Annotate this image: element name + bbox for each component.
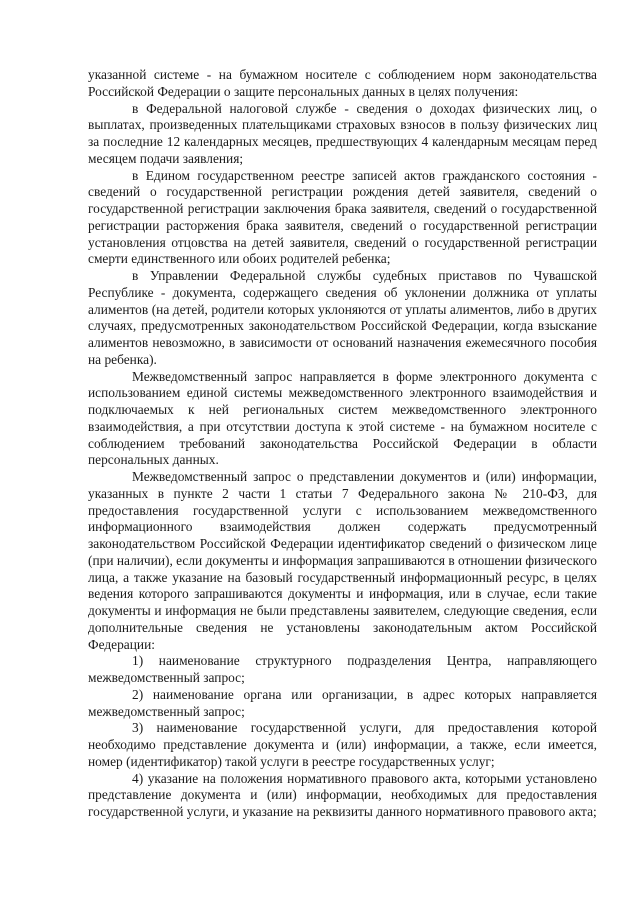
paragraph-intro: указанной системе - на бумажном носителе с соблюдением норм законодательства Российской Федерации о защите персональных данных в целях получения:: [88, 67, 597, 99]
list-item-1: 1) наименование структурного подразделения Центра, направляющего межведомственный запрос;: [88, 653, 597, 685]
list-item-2: 2) наименование органа или организации, в адрес которых направляется межведомственный запрос;: [88, 686, 597, 719]
paragraph-request-content: Межведомственный запрос о представлении документов и (или) информации, указанных в пункте 2 части 1 статьи 7 Федерального закона № 210-ФЗ, для предоставления государственной услуги с использованием межведомственного информационного взаимодействия должен содержать предусмотренный законодательством Российской Федерации идентификатор сведений о физическом лице (при наличии), если документы и информация запрашиваются в отношении физического лица, а также указание на базовый государственный информационный ресурс, в целях ведения которого запрашиваются документы и информация, или в случае, если такие документы и информация не были представлены заявителем, следующие сведения, если дополнительные сведения не установлены законодательным актом Российской Федерации:: [88, 469, 597, 652]
list-item-4: 4) указание на положения нормативного правового акта, которыми установлено представление документа и (или) информации, необходимых для предоставления государственной услуги, и указание на реквизиты данного нормативного правового акта;: [88, 770, 597, 819]
list-item-3: 3) наименование государственной услуги, для предоставления которой необходимо представление документа и (или) информации, а также, если имеется, номер (идентификатор) такой услуги в реестре государственных услуг;: [88, 720, 597, 769]
paragraph-tax-service: в Федеральной налоговой службе - сведения о доходах физических лиц, о выплатах, произведенных плательщиками страховых взносов в пользу физических лиц за последние 12 календарных месяцев, предшествующих 4 календарным месяцам перед месяцем подачи заявления;: [88, 100, 597, 166]
paragraph-civil-registry: в Едином государственном реестре записей актов гражданского состояния - сведений о государственной регистрации рождения детей заявителя, сведений о государственной регистрации заключения брака заявителя, сведений о государственной регистрации расторжения брака заявителя, сведений о государственной регистрации установления отцовства на детей заявителя, сведений о государственной регистрации смерти единственного или обоих родителей ребенка;: [88, 167, 597, 267]
paragraph-request-form: Межведомственный запрос направляется в форме электронного документа с использованием единой системы межведомственного электронного взаимодействия и подключаемых к ней региональных систем межведомственного электронного взаимодействия, а при отсутствии доступа к этой системе - на бумажном носителе с соблюдением требований законодательства Российской Федерации в области персональных данных.: [88, 368, 597, 468]
paragraph-bailiff-service: в Управлении Федеральной службы судебных приставов по Чувашской Республике - документа, содержащего сведения об уклонении должника от уплаты алиментов (на детей, родители которых уклоняются от уплаты алиментов, либо в других случаях, предусмотренных законодательством Российской Федерации, когда взыскание алиментов невозможно, в зависимости от оснований назначения ежемесячного пособия на ребенка).: [88, 268, 597, 367]
